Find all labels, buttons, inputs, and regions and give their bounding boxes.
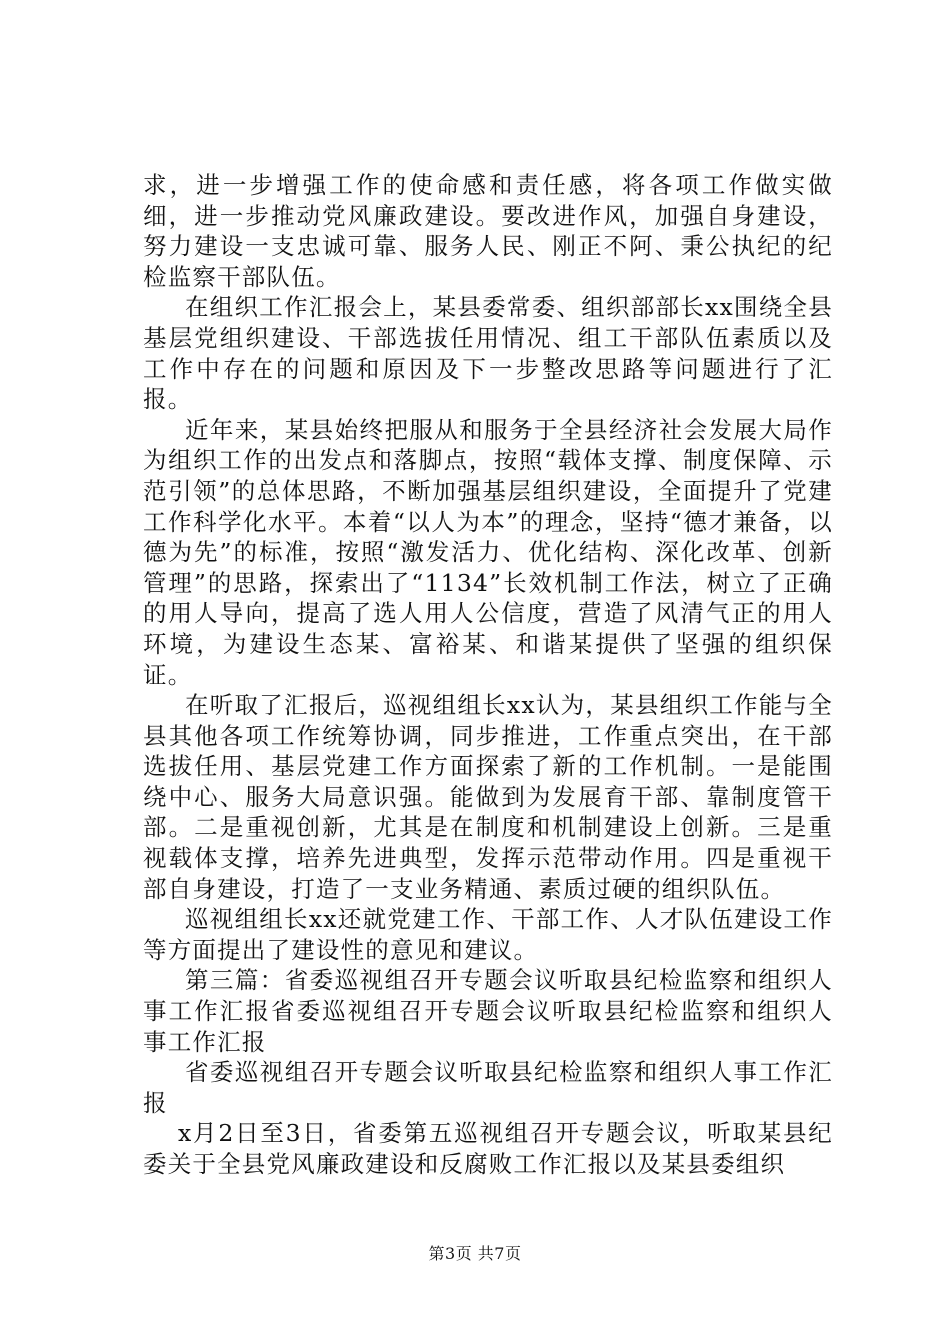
paragraph-8: x月2日至3日，省委第五巡视组召开专题会议，听取某县纪委关于全县党风廉政建设和反腐败工作汇报以及某县委组织 [143, 1119, 833, 1178]
document-body [143, 170, 833, 1180]
paragraph-1: 求，进一步增强工作的使命感和责任感，将各项工作做实做细，进一步推动党风廉政建设。要改进作风，加强自身建设，努力建设一支忠诚可靠、服务人民、刚正不阿、秉公执纪的纪检监察干部队伍。 [143, 171, 833, 291]
paragraph-7-title: 省委巡视组召开专题会议听取县纪检监察和组织人事工作汇报 [143, 1058, 833, 1117]
paragraph-2: 在组织工作汇报会上，某县委常委、组织部部长xx围绕全县基层党组织建设、干部选拔任用情况、组工干部队伍素质以及工作中存在的问题和原因及下一步整改思路等问题进行了汇报。 [143, 293, 833, 414]
paragraph-6-section-heading: 第三篇：省委巡视组召开专题会议听取县纪检监察和组织人事工作汇报省委巡视组召开专题会议听取县纪检监察和组织人事工作汇报 [143, 966, 833, 1056]
paragraph-5: 巡视组组长xx还就党建工作、干部工作、人才队伍建设工作等方面提出了建设性的意见和建议。 [143, 905, 833, 964]
page-footer: 第3页 共7页 [428, 1244, 522, 1263]
paragraph-4: 在听取了汇报后，巡视组组长xx认为，某县组织工作能与全县其他各项工作统筹协调，同步推进，工作重点突出，在干部选拔任用、基层党建工作方面探索了新的工作机制。一是能围绕中心、服务大局意识强。能做到为发展育干部、靠制度管干部。二是重视创新，尤其是在制度和机制建设上创新。三是重视载体支撑，培养先进典型，发挥示范带动作用。四是重视干部自身建设，打造了一支业务精通、素质过硬的组织队伍。 [143, 691, 833, 903]
paragraph-3: 近年来，某县始终把服从和服务于全县经济社会发展大局作为组织工作的出发点和落脚点，按照“载体支撑、制度保障、示范引领”的总体思路，不断加强基层组织建设，全面提升了党建工作科学化水平。本着“以人为本”的理念，坚持“德才兼备，以德为先”的标准，按照“激发活力、优化结构、深化改革、创新管理”的思路，探索出了“1134”长效机制工作法，树立了正确的用人导向，提高了选人用人公信度，营造了风清气正的用人环境，为建设生态某、富裕某、和谐某提供了坚强的组织保证。 [143, 415, 833, 689]
